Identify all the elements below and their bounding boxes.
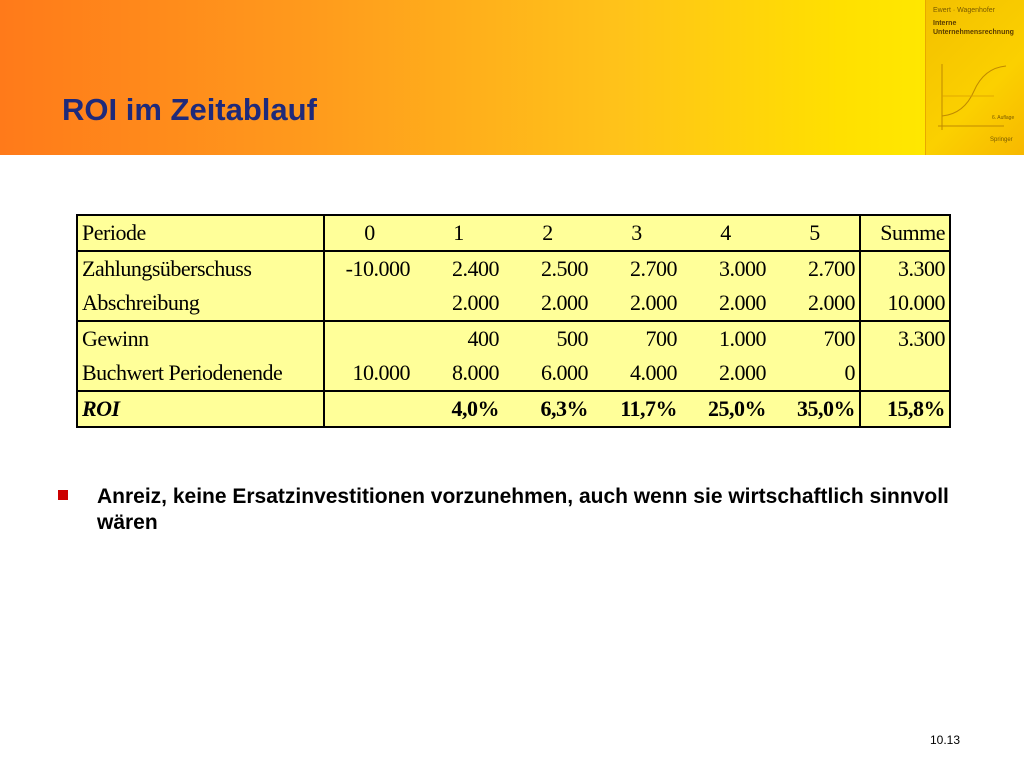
table-cell: 1.000 (681, 321, 770, 356)
table-cell: 2.000 (719, 360, 766, 385)
table-row (77, 321, 950, 356)
row-sum: 15,8% (860, 391, 950, 427)
book-cover-image (925, 0, 1024, 155)
table-cell: 2.000 (541, 290, 588, 315)
table-cell: 3.000 (681, 251, 770, 286)
period-0: 0 (364, 220, 375, 245)
table-cell: 6.000 (541, 360, 588, 385)
row-label: Abschreibung (77, 286, 324, 321)
table-cell: 2.000 (719, 290, 766, 315)
table-cell: 400 (414, 321, 503, 356)
page-number: 10.13 (930, 733, 961, 747)
table-cell: 2.500 (503, 251, 592, 286)
table-row (77, 251, 950, 286)
row-sum: 3.300 (860, 251, 950, 286)
table-cell: 500 (503, 321, 592, 356)
table-row (77, 286, 950, 321)
table-cell: 0 (844, 360, 855, 385)
table-cell (324, 321, 414, 356)
row-label: Gewinn (77, 321, 324, 356)
table-cell: 2.000 (808, 290, 855, 315)
table-cell: 4,0% (414, 391, 503, 427)
period-2: 2 (542, 220, 553, 245)
header-banner (0, 0, 1024, 155)
row-label: Buchwert Periodenende (77, 356, 324, 391)
row-sum: 3.300 (860, 321, 950, 356)
book-edition: 6. Auflage (992, 115, 1015, 121)
table-cell: 35,0% (770, 391, 860, 427)
table-cell: 2.700 (770, 251, 860, 286)
table-cell: -10.000 (324, 251, 414, 286)
table-cell: 2.700 (592, 251, 681, 286)
roi-table (76, 214, 951, 428)
table-row (77, 356, 950, 391)
row-label: ROI (77, 391, 324, 427)
slide-title: ROI im Zeitablauf (62, 92, 317, 127)
table-cell: 700 (770, 321, 860, 356)
table-cell: 25,0% (681, 391, 770, 427)
table-cell (324, 286, 414, 321)
period-3: 3 (631, 220, 642, 245)
header-sum: Summe (860, 215, 950, 251)
book-publisher: Springer (990, 137, 1013, 143)
bullet-text: Anreiz, keine Ersatzinvestitionen vorzunehmen, auch wenn sie wirtschaftlich sinnvoll wären (97, 485, 949, 534)
row-sum (860, 356, 950, 391)
table-cell: 700 (592, 321, 681, 356)
table-row-roi (77, 391, 950, 427)
period-4: 4 (720, 220, 731, 245)
row-label: Zahlungsüberschuss (77, 251, 324, 286)
row-sum: 10.000 (860, 286, 950, 321)
table-cell: 4.000 (630, 360, 677, 385)
period-1: 1 (453, 220, 464, 245)
table-cell: 2.000 (452, 290, 499, 315)
header-label: Periode (77, 215, 324, 251)
book-title-line2: Unternehmensrechnung (933, 29, 1014, 36)
table-cell: 2.000 (630, 290, 677, 315)
table-cell (324, 391, 414, 427)
book-title-line1: Interne (933, 20, 957, 27)
table-cell: 11,7% (592, 391, 681, 427)
bullet-marker (58, 490, 68, 500)
table-cell: 2.400 (414, 251, 503, 286)
table-cell: 8.000 (452, 360, 499, 385)
table-cell: 10.000 (352, 360, 410, 385)
book-authors: Ewert · Wagenhofer (933, 7, 995, 14)
period-5: 5 (809, 220, 820, 245)
table-header-row (77, 215, 950, 251)
book-title (933, 19, 1014, 37)
table-cell: 6,3% (503, 391, 592, 427)
